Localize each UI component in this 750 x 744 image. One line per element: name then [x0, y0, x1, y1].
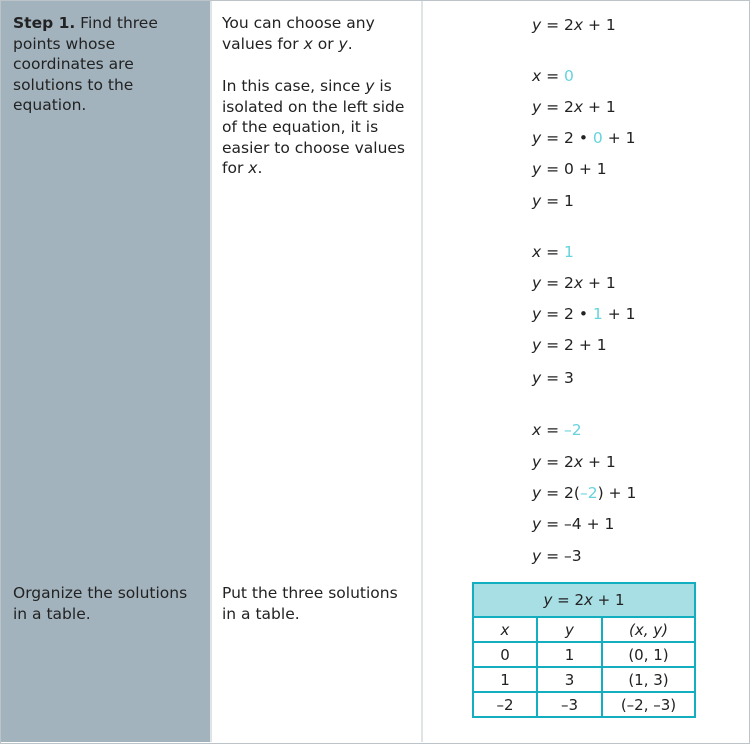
x-choice: x = 1	[532, 243, 574, 261]
equation-line: y = 2x + 1	[532, 453, 616, 471]
table-header-cell: y	[537, 617, 602, 642]
result-line: y = 3	[532, 369, 574, 387]
result-line: y = –3	[532, 547, 582, 565]
table-row	[473, 667, 695, 692]
simplify-line: y = 2 + 1	[532, 336, 607, 354]
table-row	[473, 692, 695, 717]
table-row	[473, 642, 695, 667]
table-cell: –3	[537, 692, 602, 717]
organize-label: Organize the solutions in a table.	[13, 584, 188, 623]
substitution-line: y = 2 • 0 + 1	[532, 129, 636, 147]
table-header-cell: (x, y)	[602, 617, 695, 642]
organize-explanation: Put the three solutions in a table.	[222, 584, 398, 623]
substitution-line: y = 2 • 1 + 1	[532, 305, 636, 323]
table-title: y = 2x + 1	[473, 583, 695, 617]
column-divider	[210, 1, 212, 742]
equation-line: y = 2x + 1	[532, 274, 616, 292]
table-cell: 1	[473, 667, 537, 692]
table-cell: (0, 1)	[602, 642, 695, 667]
step1-label: Step 1. Find three points whose coordinates are solutions to the equation.	[13, 14, 158, 115]
equation-line: y = 2x + 1	[532, 98, 616, 116]
table-header-cell: x	[473, 617, 537, 642]
table-cell: 0	[473, 642, 537, 667]
table-cell: 1	[537, 642, 602, 667]
table-cell: (1, 3)	[602, 667, 695, 692]
substitution-line: y = 2(–2) + 1	[532, 484, 637, 502]
simplify-line: y = 0 + 1	[532, 160, 607, 178]
simplify-line: y = –4 + 1	[532, 515, 615, 533]
equation-main: y = 2x + 1	[532, 16, 616, 34]
x-choice: x = –2	[532, 421, 582, 439]
table-header-row	[473, 617, 695, 642]
choose-values-text: You can choose any values for x or y.	[222, 14, 375, 53]
table-cell: 3	[537, 667, 602, 692]
isolated-explanation: In this case, since y is isolated on the left side of the equation, it is easier to choose values for x.	[222, 77, 406, 178]
solutions-table	[472, 582, 696, 718]
result-line: y = 1	[532, 192, 574, 210]
table-cell: (–2, –3)	[602, 692, 695, 717]
column-divider	[421, 1, 423, 742]
x-choice: x = 0	[532, 67, 574, 85]
table-cell: –2	[473, 692, 537, 717]
